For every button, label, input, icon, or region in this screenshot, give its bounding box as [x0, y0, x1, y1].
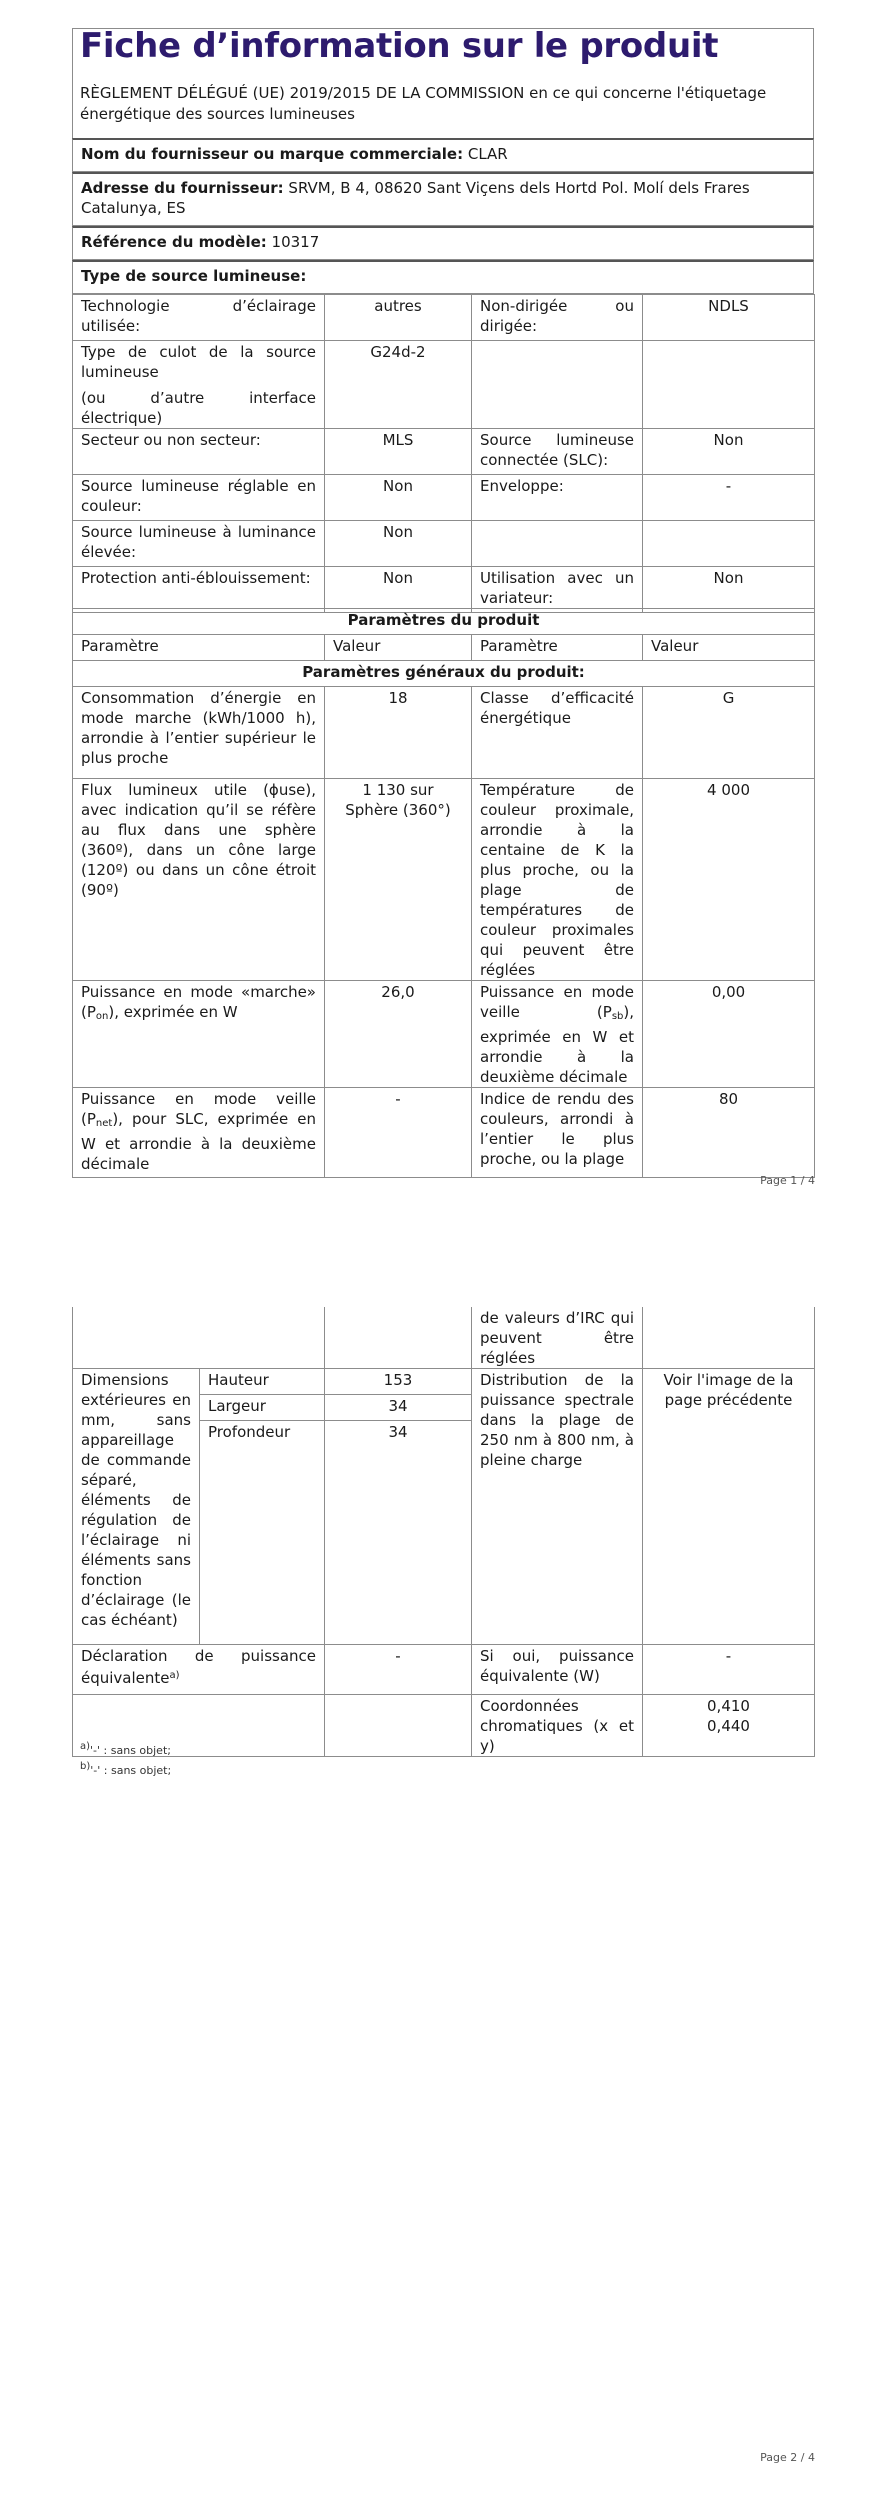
col-header-value: Valeur: [325, 635, 472, 661]
connected-source-label: Source lumineuse connectée (SLC):: [472, 429, 643, 475]
source-type-label: Type de source lumineuse:: [81, 267, 307, 285]
table-row: [73, 341, 815, 429]
cct-label: Température de couleur proximale, arrondie à la centaine de K la plus proche, ou la plage de températures de couleur proximales qui peuvent être réglées: [472, 779, 643, 981]
equivalent-power-declaration-label: Déclaration de puissance équivalente$^{a)}$: [73, 1645, 325, 1695]
footnote-a: a)'-' : sans objet;: [80, 1741, 171, 1757]
empty-cell: [643, 1307, 815, 1369]
high-luminance-label: Source lumineuse à luminance élevée:: [73, 521, 325, 567]
page-number: Page 1 / 4: [760, 1174, 815, 1187]
cri-label-continued: de valeurs d’IRC qui peuvent être réglées: [472, 1307, 643, 1369]
depth-value: 34: [325, 1421, 472, 1645]
document-title: Fiche d’information sur le produit: [80, 26, 719, 66]
cct-value: 4 000: [643, 779, 815, 981]
mains-value: MLS: [325, 429, 472, 475]
cri-label: Indice de rendu des couleurs, arrondi à l’entier le plus proche, ou la plage: [472, 1088, 643, 1178]
table-row: [73, 609, 815, 635]
supplier-address-label: Adresse du fournisseur:: [81, 179, 284, 197]
spectral-distribution-label: Distribution de la puissance spectrale dans la plage de 250 nm à 800 nm, à pleine charge: [472, 1369, 643, 1645]
envelope-value: -: [643, 475, 815, 521]
anti-glare-value: Non: [325, 567, 472, 613]
source-characteristics-table: [72, 294, 815, 613]
luminous-flux-amount: 1 130 sur: [362, 781, 434, 799]
directional-label: Non-dirigée ou dirigée:: [472, 295, 643, 341]
supplier-name-row: [72, 138, 814, 172]
height-value: 153: [325, 1369, 472, 1395]
product-parameters-table: [72, 608, 815, 1178]
cap-type-label-main: Type de culot de la source lumineuse: [81, 343, 316, 381]
empty-cell: [325, 1695, 472, 1757]
high-luminance-value: Non: [325, 521, 472, 567]
supplier-name-label: Nom du fournisseur ou marque commerciale:: [81, 145, 464, 163]
cap-type-label: [73, 341, 325, 429]
model-ref-row: [72, 226, 814, 260]
table-row: [73, 981, 815, 1088]
directional-value: NDLS: [643, 295, 815, 341]
equivalent-power-value: -: [643, 1645, 815, 1695]
col-header-value: Valeur: [643, 635, 815, 661]
table-row: [73, 779, 815, 981]
table-row: [73, 567, 815, 613]
table-header-row: [73, 635, 815, 661]
table-row: [73, 1307, 815, 1369]
networked-standby-label: Puissance en mode veille $(P_{net})$, pour SLC, exprimée en W et arrondie à la deuxième décimale: [73, 1088, 325, 1178]
table-row: [73, 661, 815, 687]
table-row: [73, 687, 815, 779]
product-parameters-title: Paramètres du produit: [73, 609, 815, 635]
efficiency-class-label: Classe d’efficacité énergétique: [472, 687, 643, 779]
luminous-flux-cone: Sphère (360°): [345, 801, 451, 819]
on-mode-power-value: 26,0: [325, 981, 472, 1088]
cap-type-value: G24d-2: [325, 341, 472, 429]
general-parameters-title: Paramètres généraux du produit:: [73, 661, 815, 687]
footnote-b: b)'-' : sans objet;: [80, 1761, 172, 1777]
cap-type-label-note: (ou d’autre interface électrique): [81, 389, 316, 427]
consumption-value: 18: [325, 687, 472, 779]
model-ref-value: 10317: [271, 233, 320, 251]
supplier-address-value: SRVM, B 4, 08620 Sant Viçens dels Hortd Pol. Molí dels Frares Catalunya, ES: [81, 179, 750, 217]
luminous-flux-value: [325, 779, 472, 981]
col-header-param: Paramètre: [472, 635, 643, 661]
mains-label: Secteur ou non secteur:: [73, 429, 325, 475]
source-type-row: [72, 260, 814, 294]
empty-cell: [73, 1307, 325, 1369]
colour-tunable-label: Source lumineuse réglable en couleur:: [73, 475, 325, 521]
efficiency-class-value: G: [643, 687, 815, 779]
empty-cell: [472, 341, 643, 429]
model-ref-label: Référence du modèle:: [81, 233, 267, 251]
chromaticity-y: 0,440: [707, 1717, 750, 1735]
table-row: [73, 1695, 815, 1757]
networked-standby-value: -: [325, 1088, 472, 1178]
width-label: Largeur: [200, 1395, 325, 1421]
on-mode-power-label: Puissance en mode «marche» $(P_{on})$, exprimée en W: [73, 981, 325, 1088]
empty-cell: [643, 521, 815, 567]
lighting-technology-value: autres: [325, 295, 472, 341]
depth-label: Profondeur: [200, 1421, 325, 1645]
table-row: [73, 475, 815, 521]
regulation-subtitle: RÈGLEMENT DÉLÉGUÉ (UE) 2019/2015 DE LA COMMISSION en ce qui concerne l'étiquetage énergétique des sources lumineuses: [80, 84, 767, 123]
chromaticity-label: Coordonnées chromatiques (x et y): [472, 1695, 643, 1757]
equivalent-power-label: Si oui, puissance équivalente (W): [472, 1645, 643, 1695]
supplier-name-value: CLAR: [467, 145, 508, 163]
col-header-param: Paramètre: [73, 635, 325, 661]
empty-cell: [643, 341, 815, 429]
height-label: Hauteur: [200, 1369, 325, 1395]
anti-glare-label: Protection anti-éblouissement:: [73, 567, 325, 613]
table-row: [73, 521, 815, 567]
chromaticity-value: [643, 1695, 815, 1757]
table-row: [73, 1645, 815, 1695]
standby-power-label: Puissance en mode veille $(P_{sb})$, exprimée en W et arrondie à la deuxième décimale: [472, 981, 643, 1088]
table-row: [73, 429, 815, 475]
product-parameters-table-cont: [72, 1307, 815, 1757]
table-row: [73, 295, 815, 341]
cri-value: 80: [643, 1088, 815, 1178]
page-2: [0, 1255, 887, 2510]
equivalent-power-declaration-value: -: [325, 1645, 472, 1695]
page-number: Page 2 / 4: [760, 2451, 815, 2464]
consumption-label: Consommation d’énergie en mode marche (kWh/1000 h), arrondie à l’entier supérieur le plus proche: [73, 687, 325, 779]
dimmable-label: Utilisation avec un variateur:: [472, 567, 643, 613]
table-row: [73, 1369, 815, 1395]
chromaticity-x: 0,410: [707, 1697, 750, 1715]
dimensions-label: Dimensions extérieures en mm, sans appareillage de commande séparé, éléments de régulation de l’éclairage ni éléments sans fonction d’éclairage (le cas échéant): [73, 1369, 200, 1645]
supplier-address-row: [72, 172, 814, 226]
table-row: [73, 1088, 815, 1178]
empty-cell: [472, 521, 643, 567]
width-value: 34: [325, 1395, 472, 1421]
luminous-flux-label: Flux lumineux utile (ɸuse), avec indication qu’il se réfère au flux dans une sphère (360º), dans un cône large (120º) ou dans un cône étroit (90º): [73, 779, 325, 981]
standby-power-value: 0,00: [643, 981, 815, 1088]
connected-source-value: Non: [643, 429, 815, 475]
lighting-technology-label: Technologie d’éclairage utilisée:: [73, 295, 325, 341]
envelope-label: Enveloppe:: [472, 475, 643, 521]
empty-cell: [325, 1307, 472, 1369]
spectral-distribution-value: Voir l'image de la page précédente: [643, 1369, 815, 1645]
colour-tunable-value: Non: [325, 475, 472, 521]
dimmable-value: Non: [643, 567, 815, 613]
